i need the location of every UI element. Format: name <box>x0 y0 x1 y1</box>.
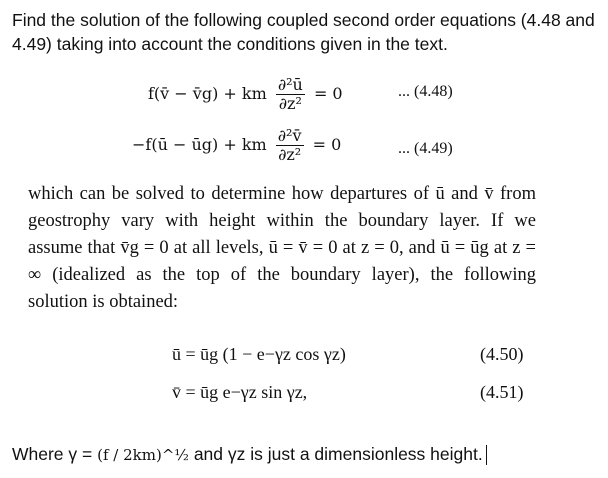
gamma-prefix: Where γ = <box>12 444 93 464</box>
equation-number-4-51: (4.51) <box>480 382 524 402</box>
equation-number-4-50: (4.50) <box>480 344 524 364</box>
partial-fraction <box>276 76 305 113</box>
body-paragraph: which can be solved to determine how departures of ū and v̄ from geostrophy vary with height within the boundary layer. If we assume that v̄g = 0 at all levels, ū = v̄ = 0 at z = 0, and ū = ūg at z = ∞ (idealized as the top of the boundary layer), the following solution is obtained: <box>28 184 536 312</box>
equation-lhs: −f(ū − ūg) + km <box>132 135 267 154</box>
equation-4-49 <box>132 127 341 164</box>
fraction-denominator: ∂z² <box>278 94 302 113</box>
equation-lhs: f(v̄ − v̄g) + km <box>148 84 267 103</box>
text-cursor <box>486 445 487 465</box>
solution-4-51: v̄ = ūg e−γz sin γz, <box>172 382 308 402</box>
equation-rhs: = 0 <box>312 135 342 154</box>
gamma-expression: (f / 2km)^½ <box>97 446 189 464</box>
fraction-denominator: ∂z² <box>278 145 302 164</box>
gamma-definition <box>12 444 487 465</box>
equation-rhs: = 0 <box>313 84 343 103</box>
equation-number-4-49: ... (4.49) <box>398 140 453 157</box>
fraction-numerator: ∂²v̄ <box>277 126 302 145</box>
equation-4-48 <box>148 76 343 113</box>
gamma-suffix: and γz is just a dimensionless height. <box>193 444 483 464</box>
fraction-numerator: ∂²ū <box>277 75 303 94</box>
intro-text: Find the solution of the following coupled second order equations (4.48 and 4.49) taking into account the conditions given in the text. <box>12 10 595 54</box>
equation-number-4-48: ... (4.48) <box>398 83 453 100</box>
partial-fraction <box>276 127 304 164</box>
solution-4-50: ū = ūg (1 − e−γz cos γz) <box>172 344 346 364</box>
